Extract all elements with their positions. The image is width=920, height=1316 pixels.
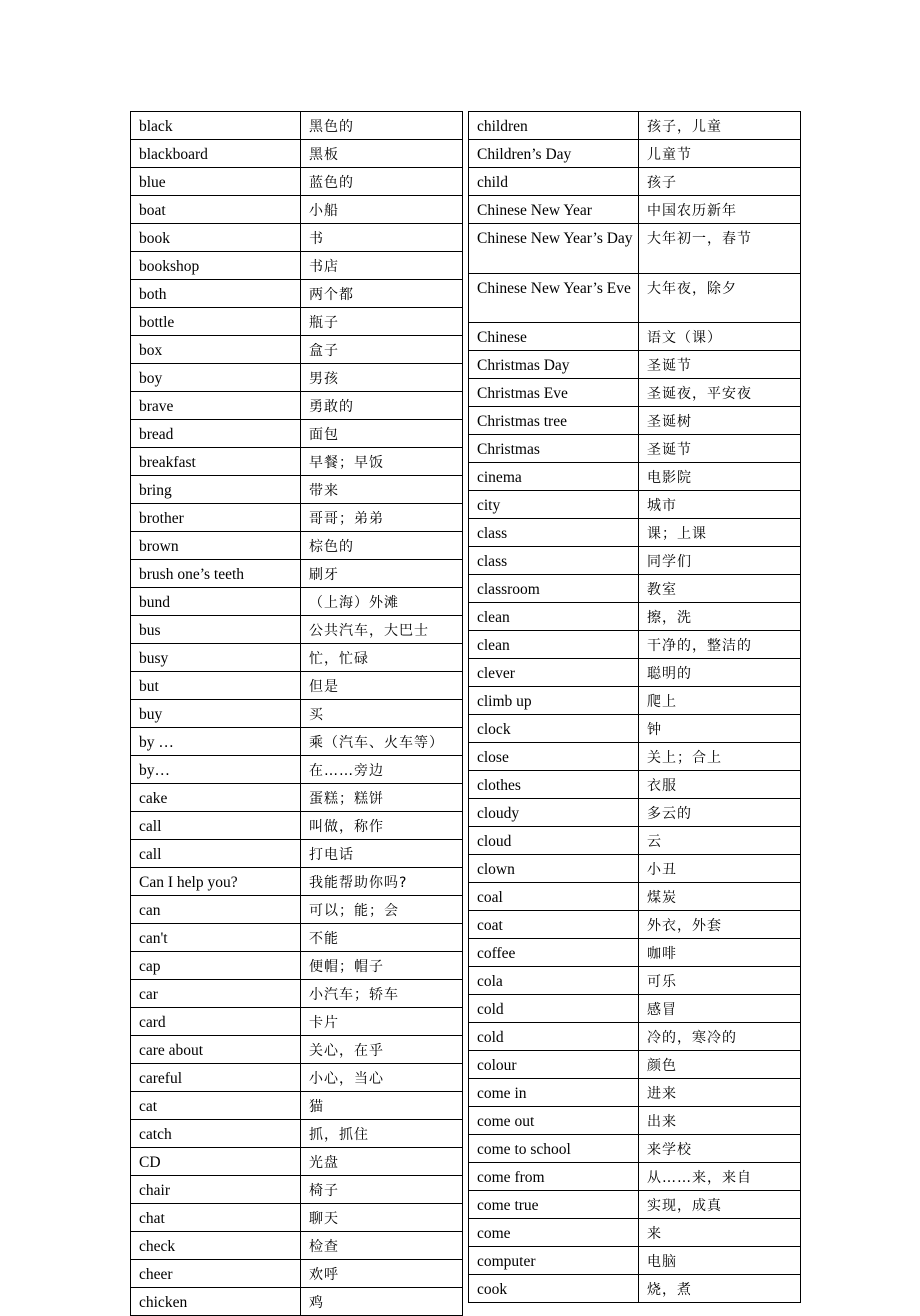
english-term: call — [131, 812, 301, 840]
vocab-row — [469, 883, 801, 911]
english-term: children — [469, 112, 639, 140]
chinese-meaning: 欢呼 — [301, 1260, 463, 1288]
vocab-row — [469, 1023, 801, 1051]
chinese-meaning: 蛋糕；糕饼 — [301, 784, 463, 812]
vocab-row — [469, 1247, 801, 1275]
vocab-row — [131, 336, 463, 364]
chinese-meaning: 钟 — [639, 715, 801, 743]
chinese-meaning: 光盘 — [301, 1148, 463, 1176]
english-term: colour — [469, 1051, 639, 1079]
vocab-row — [131, 1036, 463, 1064]
english-term: car — [131, 980, 301, 1008]
english-term: chair — [131, 1176, 301, 1204]
chinese-meaning: 椅子 — [301, 1176, 463, 1204]
vocab-row — [131, 308, 463, 336]
chinese-meaning: 书 — [301, 224, 463, 252]
vocab-row — [469, 140, 801, 168]
english-term: cat — [131, 1092, 301, 1120]
vocab-row — [131, 728, 463, 756]
chinese-meaning: 来学校 — [639, 1135, 801, 1163]
vocab-row — [469, 1163, 801, 1191]
english-term: cinema — [469, 463, 639, 491]
vocab-row — [131, 560, 463, 588]
vocab-row — [131, 448, 463, 476]
chinese-meaning: 小汽车；轿车 — [301, 980, 463, 1008]
vocab-table-left — [130, 111, 463, 1316]
vocab-row — [469, 224, 801, 274]
vocab-row — [469, 995, 801, 1023]
vocab-row — [131, 588, 463, 616]
vocab-row — [469, 547, 801, 575]
chinese-meaning: （上海）外滩 — [301, 588, 463, 616]
vocab-row — [469, 407, 801, 435]
vocab-row — [469, 603, 801, 631]
english-term: Chinese New Year — [469, 196, 639, 224]
chinese-meaning: 关上；合上 — [639, 743, 801, 771]
vocab-row — [131, 756, 463, 784]
chinese-meaning: 外衣，外套 — [639, 911, 801, 939]
chinese-meaning: 大年初一，春节 — [639, 224, 801, 274]
english-term: boat — [131, 196, 301, 224]
chinese-meaning: 但是 — [301, 672, 463, 700]
english-term: clean — [469, 603, 639, 631]
chinese-meaning: 抓，抓住 — [301, 1120, 463, 1148]
english-term: cloudy — [469, 799, 639, 827]
vocab-row — [131, 196, 463, 224]
chinese-meaning: 两个都 — [301, 280, 463, 308]
vocab-row — [131, 812, 463, 840]
chinese-meaning: 我能帮助你吗? — [301, 868, 463, 896]
vocab-row — [131, 1120, 463, 1148]
english-term: cold — [469, 995, 639, 1023]
english-term: cola — [469, 967, 639, 995]
vocab-row — [131, 112, 463, 140]
vocab-row — [131, 1148, 463, 1176]
chinese-meaning: 早餐；早饭 — [301, 448, 463, 476]
english-term: Christmas — [469, 435, 639, 463]
chinese-meaning: 蓝色的 — [301, 168, 463, 196]
english-term: come in — [469, 1079, 639, 1107]
english-term: brown — [131, 532, 301, 560]
english-term: both — [131, 280, 301, 308]
chinese-meaning: 不能 — [301, 924, 463, 952]
vocab-row — [469, 967, 801, 995]
chinese-meaning: 实现，成真 — [639, 1191, 801, 1219]
vocab-row — [131, 420, 463, 448]
vocab-row — [469, 168, 801, 196]
vocab-row — [469, 911, 801, 939]
english-term: bottle — [131, 308, 301, 336]
chinese-meaning: 电影院 — [639, 463, 801, 491]
english-term: can — [131, 896, 301, 924]
chinese-meaning: 可以；能；会 — [301, 896, 463, 924]
chinese-meaning: 关心，在乎 — [301, 1036, 463, 1064]
english-term: cap — [131, 952, 301, 980]
vocab-row — [131, 364, 463, 392]
chinese-meaning: 云 — [639, 827, 801, 855]
vocab-row — [131, 700, 463, 728]
english-term: careful — [131, 1064, 301, 1092]
english-term: Chinese New Year’s Day — [469, 224, 639, 274]
chinese-meaning: 圣诞节 — [639, 435, 801, 463]
english-term: by … — [131, 728, 301, 756]
vocab-row — [131, 532, 463, 560]
chinese-meaning: 鸡 — [301, 1288, 463, 1316]
english-term: clown — [469, 855, 639, 883]
vocab-row — [131, 1260, 463, 1288]
english-term: chat — [131, 1204, 301, 1232]
chinese-meaning: 煤炭 — [639, 883, 801, 911]
chinese-meaning: 咖啡 — [639, 939, 801, 967]
english-term: bund — [131, 588, 301, 616]
english-term: but — [131, 672, 301, 700]
chinese-meaning: 感冒 — [639, 995, 801, 1023]
vocab-row — [469, 771, 801, 799]
chinese-meaning: 便帽；帽子 — [301, 952, 463, 980]
chinese-meaning: 同学们 — [639, 547, 801, 575]
chinese-meaning: 小丑 — [639, 855, 801, 883]
english-term: chicken — [131, 1288, 301, 1316]
english-term: call — [131, 840, 301, 868]
english-term: by… — [131, 756, 301, 784]
english-term: climb up — [469, 687, 639, 715]
chinese-meaning: 进来 — [639, 1079, 801, 1107]
vocab-row — [131, 140, 463, 168]
vocab-row — [469, 519, 801, 547]
vocab-row — [131, 1008, 463, 1036]
chinese-meaning: 圣诞树 — [639, 407, 801, 435]
chinese-meaning: 圣诞夜，平安夜 — [639, 379, 801, 407]
vocab-row — [469, 1275, 801, 1303]
chinese-meaning: 小心，当心 — [301, 1064, 463, 1092]
english-term: Chinese New Year’s Eve — [469, 273, 639, 323]
vocab-row — [131, 952, 463, 980]
vocab-row — [469, 1219, 801, 1247]
vocab-row — [131, 1176, 463, 1204]
english-term: coal — [469, 883, 639, 911]
english-term: bring — [131, 476, 301, 504]
chinese-meaning: 课；上课 — [639, 519, 801, 547]
english-term: class — [469, 547, 639, 575]
vocab-row — [469, 491, 801, 519]
chinese-meaning: 公共汽车，大巴士 — [301, 616, 463, 644]
english-term: come to school — [469, 1135, 639, 1163]
vocab-row — [469, 1107, 801, 1135]
chinese-meaning: 衣服 — [639, 771, 801, 799]
english-term: check — [131, 1232, 301, 1260]
english-term: boy — [131, 364, 301, 392]
chinese-meaning: 卡片 — [301, 1008, 463, 1036]
chinese-meaning: 检查 — [301, 1232, 463, 1260]
english-term: box — [131, 336, 301, 364]
english-term: can't — [131, 924, 301, 952]
chinese-meaning: 勇敢的 — [301, 392, 463, 420]
english-term: cloud — [469, 827, 639, 855]
chinese-meaning: 颜色 — [639, 1051, 801, 1079]
english-term: classroom — [469, 575, 639, 603]
vocab-row — [131, 476, 463, 504]
chinese-meaning: 猫 — [301, 1092, 463, 1120]
vocab-row — [131, 1092, 463, 1120]
english-term: book — [131, 224, 301, 252]
vocab-row — [131, 980, 463, 1008]
vocab-row — [131, 392, 463, 420]
chinese-meaning: 冷的，寒冷的 — [639, 1023, 801, 1051]
chinese-meaning: 叫做，称作 — [301, 812, 463, 840]
vocab-row — [131, 924, 463, 952]
chinese-meaning: 聊天 — [301, 1204, 463, 1232]
english-term: clever — [469, 659, 639, 687]
vocab-row — [131, 784, 463, 812]
english-term: card — [131, 1008, 301, 1036]
chinese-meaning: 爬上 — [639, 687, 801, 715]
english-term: cold — [469, 1023, 639, 1051]
chinese-meaning: 在……旁边 — [301, 756, 463, 784]
vocab-row — [131, 896, 463, 924]
english-term: buy — [131, 700, 301, 728]
vocab-row — [469, 827, 801, 855]
vocab-row — [131, 224, 463, 252]
english-term: bread — [131, 420, 301, 448]
chinese-meaning: 带来 — [301, 476, 463, 504]
english-term: brave — [131, 392, 301, 420]
vocab-row — [469, 939, 801, 967]
chinese-meaning: 语文（课） — [639, 323, 801, 351]
english-term: cake — [131, 784, 301, 812]
english-term: busy — [131, 644, 301, 672]
english-term: coffee — [469, 939, 639, 967]
vocab-row — [469, 855, 801, 883]
chinese-meaning: 买 — [301, 700, 463, 728]
vocab-row — [131, 168, 463, 196]
chinese-meaning: 儿童节 — [639, 140, 801, 168]
vocab-table-right — [468, 111, 801, 1303]
english-term: Can I help you? — [131, 868, 301, 896]
english-term: blue — [131, 168, 301, 196]
vocab-row — [469, 273, 801, 323]
english-term: computer — [469, 1247, 639, 1275]
chinese-meaning: 黑色的 — [301, 112, 463, 140]
english-term: Children’s Day — [469, 140, 639, 168]
vocab-row — [469, 1079, 801, 1107]
chinese-meaning: 孩子，儿童 — [639, 112, 801, 140]
chinese-meaning: 男孩 — [301, 364, 463, 392]
vocab-row — [131, 1204, 463, 1232]
vocab-row — [469, 631, 801, 659]
vocab-row — [469, 351, 801, 379]
english-term: coat — [469, 911, 639, 939]
chinese-meaning: 大年夜，除夕 — [639, 273, 801, 323]
vocab-row — [131, 616, 463, 644]
english-term: city — [469, 491, 639, 519]
vocab-row — [469, 463, 801, 491]
english-term: come out — [469, 1107, 639, 1135]
vocab-row — [131, 672, 463, 700]
chinese-meaning: 忙，忙碌 — [301, 644, 463, 672]
chinese-meaning: 多云的 — [639, 799, 801, 827]
chinese-meaning: 聪明的 — [639, 659, 801, 687]
vocab-row — [469, 323, 801, 351]
chinese-meaning: 出来 — [639, 1107, 801, 1135]
english-term: cheer — [131, 1260, 301, 1288]
english-term: Christmas tree — [469, 407, 639, 435]
chinese-meaning: 从……来，来自 — [639, 1163, 801, 1191]
vocab-row — [469, 112, 801, 140]
chinese-meaning: 烧，煮 — [639, 1275, 801, 1303]
chinese-meaning: 来 — [639, 1219, 801, 1247]
english-term: close — [469, 743, 639, 771]
chinese-meaning: 瓶子 — [301, 308, 463, 336]
chinese-meaning: 可乐 — [639, 967, 801, 995]
chinese-meaning: 哥哥；弟弟 — [301, 504, 463, 532]
english-term: come true — [469, 1191, 639, 1219]
chinese-meaning: 孩子 — [639, 168, 801, 196]
vocab-row — [131, 280, 463, 308]
english-term: cook — [469, 1275, 639, 1303]
vocab-row — [131, 644, 463, 672]
chinese-meaning: 教室 — [639, 575, 801, 603]
english-term: brother — [131, 504, 301, 532]
vocab-row — [469, 1135, 801, 1163]
english-term: clean — [469, 631, 639, 659]
english-term: class — [469, 519, 639, 547]
english-term: clothes — [469, 771, 639, 799]
vocab-row — [469, 687, 801, 715]
vocab-row — [131, 1064, 463, 1092]
vocab-row — [469, 1051, 801, 1079]
english-term: Christmas Eve — [469, 379, 639, 407]
chinese-meaning: 面包 — [301, 420, 463, 448]
english-term: clock — [469, 715, 639, 743]
chinese-meaning: 盒子 — [301, 336, 463, 364]
english-term: CD — [131, 1148, 301, 1176]
chinese-meaning: 打电话 — [301, 840, 463, 868]
english-term: bookshop — [131, 252, 301, 280]
english-term: care about — [131, 1036, 301, 1064]
english-term: breakfast — [131, 448, 301, 476]
chinese-meaning: 书店 — [301, 252, 463, 280]
chinese-meaning: 黑板 — [301, 140, 463, 168]
vocab-row — [131, 1232, 463, 1260]
chinese-meaning: 棕色的 — [301, 532, 463, 560]
english-term: bus — [131, 616, 301, 644]
vocab-row — [131, 868, 463, 896]
chinese-meaning: 电脑 — [639, 1247, 801, 1275]
vocab-row — [131, 840, 463, 868]
vocab-row — [469, 379, 801, 407]
chinese-meaning: 城市 — [639, 491, 801, 519]
english-term: brush one’s teeth — [131, 560, 301, 588]
vocab-row — [469, 715, 801, 743]
english-term: come — [469, 1219, 639, 1247]
english-term: catch — [131, 1120, 301, 1148]
chinese-meaning: 干净的，整洁的 — [639, 631, 801, 659]
english-term: come from — [469, 1163, 639, 1191]
english-term: blackboard — [131, 140, 301, 168]
chinese-meaning: 中国农历新年 — [639, 196, 801, 224]
chinese-meaning: 擦，洗 — [639, 603, 801, 631]
vocab-row — [469, 799, 801, 827]
vocab-row — [131, 252, 463, 280]
chinese-meaning: 刷牙 — [301, 560, 463, 588]
vocab-row — [469, 435, 801, 463]
chinese-meaning: 乘（汽车、火车等） — [301, 728, 463, 756]
vocab-row — [469, 659, 801, 687]
vocab-row — [469, 196, 801, 224]
chinese-meaning: 圣诞节 — [639, 351, 801, 379]
chinese-meaning: 小船 — [301, 196, 463, 224]
english-term: child — [469, 168, 639, 196]
vocab-row — [469, 743, 801, 771]
english-term: Chinese — [469, 323, 639, 351]
english-term: black — [131, 112, 301, 140]
vocab-row — [131, 504, 463, 532]
vocab-row — [469, 575, 801, 603]
vocab-row — [469, 1191, 801, 1219]
english-term: Christmas Day — [469, 351, 639, 379]
